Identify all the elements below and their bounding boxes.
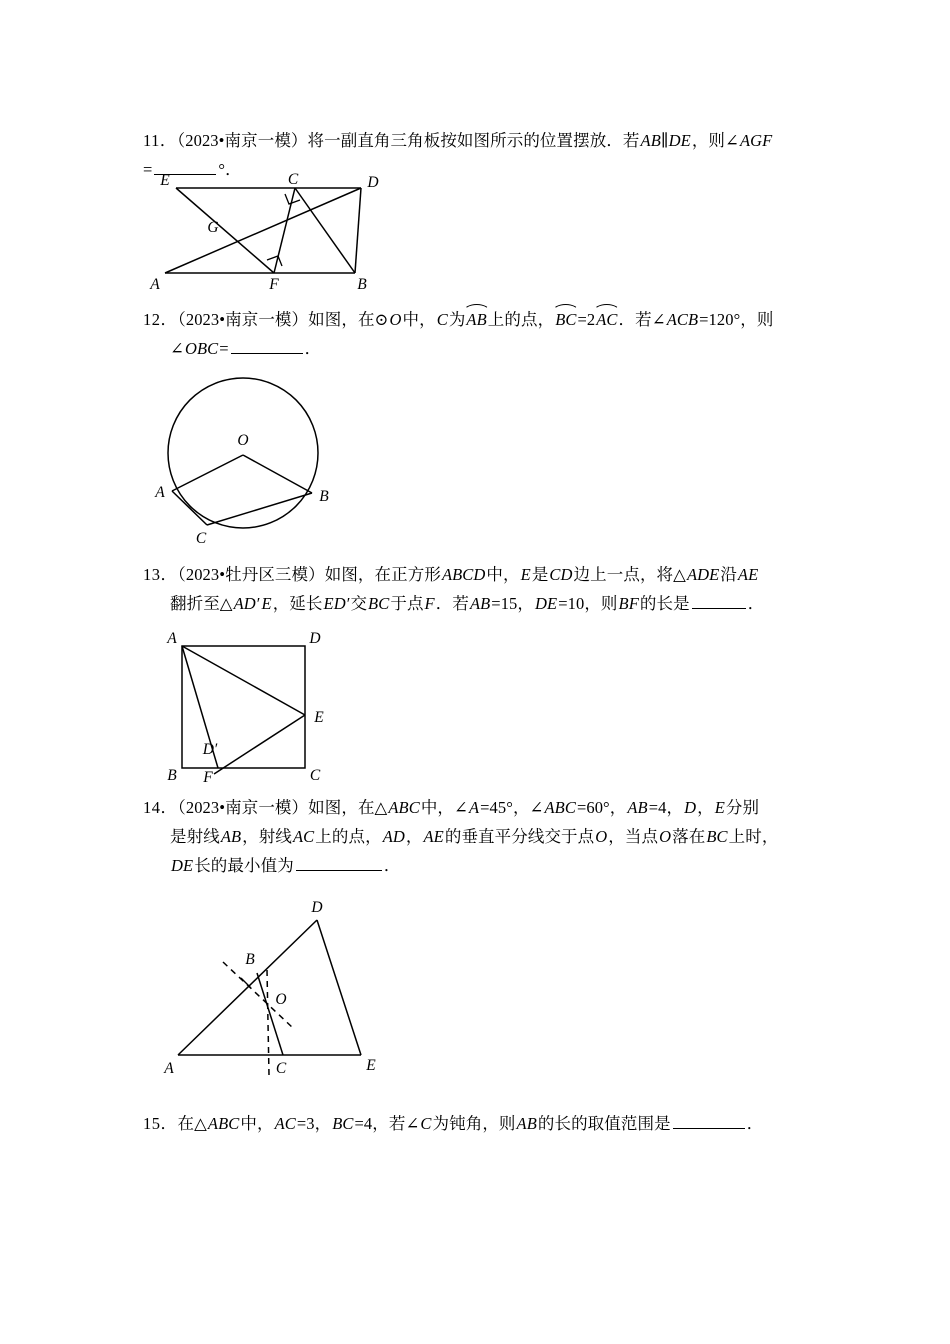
q12-text-c: 为 <box>448 310 466 329</box>
q12-label-O: O <box>237 432 249 449</box>
q12-angle-ACB: ACB <box>666 310 699 329</box>
q11-ab-de: AB∥DE <box>640 131 691 150</box>
q14-tri-ABC: ABC <box>388 798 420 817</box>
q13-point-E: E <box>520 565 531 584</box>
q12-eq: = <box>219 339 229 358</box>
q14-seg-BC: BC <box>706 827 728 846</box>
q13-text-m: 的长是 <box>639 594 690 613</box>
q13-label-E: E <box>314 709 324 726</box>
q13-seg-AE: AE <box>737 565 759 584</box>
q11-line-1 <box>143 126 823 155</box>
q14-label-O: O <box>275 991 287 1008</box>
q12-arc-AC: AC <box>595 312 618 329</box>
question-15 <box>143 1109 823 1138</box>
q15-number: 15． <box>143 1114 178 1133</box>
q11-text-a: 将一副直角三角板按如图所示的位置摆放．若 <box>307 131 640 150</box>
q13-seg-CD: CD <box>549 565 573 584</box>
q12-text-e: =2 <box>577 310 596 329</box>
q12-line-1 <box>143 305 823 334</box>
q12-label-A: A <box>155 484 165 501</box>
q14-point-O2: O <box>659 827 672 846</box>
q12-text-d: 上的点， <box>487 310 555 329</box>
q14-text-h: 是射线 <box>170 827 220 846</box>
q11-label-A: A <box>150 276 160 293</box>
q13-text-g: ，延长 <box>272 594 323 613</box>
q11-eq: = <box>143 160 153 179</box>
q13-line-1 <box>143 560 823 589</box>
q13-seg-BF: BF <box>618 594 639 613</box>
q13-point-F: F <box>424 594 435 613</box>
arc-cap-icon <box>593 304 621 312</box>
q15-text-c: =3， <box>296 1114 332 1133</box>
q13-period: ． <box>747 594 765 613</box>
q13-tri-ADE: ADE <box>686 565 720 584</box>
q14-number: 14． <box>143 798 178 817</box>
q14-source: （2023•南京一模） <box>177 798 309 817</box>
q14-text-b: 中，∠ <box>420 798 468 817</box>
q11-label-F: F <box>269 276 279 293</box>
q12-number: 12． <box>143 310 178 329</box>
q15-seg-AB: AB <box>516 1114 537 1133</box>
q14-text-c: =45°，∠ <box>480 798 544 817</box>
q14-point-E: E <box>714 798 725 817</box>
q14-point-D: D <box>684 798 697 817</box>
q11-source: （2023•南京一模） <box>176 131 308 150</box>
q11-label-B: B <box>357 276 367 293</box>
q13-text-h: 交 <box>350 594 368 613</box>
q13-line-2 <box>143 589 823 618</box>
q11-text-b: ，则∠ <box>691 131 739 150</box>
q13-seg-BC: BC <box>368 594 390 613</box>
q13-text-j: ．若 <box>435 594 469 613</box>
q11-label-G: G <box>207 219 219 236</box>
q13-text-e: 沿 <box>720 565 737 584</box>
q14-text-d: =60°， <box>576 798 627 817</box>
q12-arc-AB: AB <box>465 312 487 329</box>
q14-point-O: O <box>595 827 608 846</box>
q14-line-3 <box>143 851 823 880</box>
q15-angle-C: C <box>420 1114 432 1133</box>
q15-period: ． <box>746 1114 764 1133</box>
q13-seg-DE: DE <box>535 594 558 613</box>
q12-point-C: C <box>436 310 448 329</box>
q11-degree: °． <box>218 160 242 179</box>
q13-label-D: D <box>309 630 321 647</box>
q11-label-D: D <box>367 174 379 191</box>
q12-line-2 <box>143 334 823 363</box>
q12-text-b: 中， <box>402 310 436 329</box>
q11-number: 11． <box>143 131 177 150</box>
q12-period: ． <box>304 339 322 358</box>
q12-circle-O: O <box>389 310 402 329</box>
q14-text-i: ，射线 <box>242 827 292 846</box>
q14-seg-AD: AD <box>382 827 405 846</box>
q15-text-e: 为钝角，则 <box>432 1114 516 1133</box>
q13-tri-ADpE-2: E <box>261 594 272 613</box>
q14-text-m: ，当点 <box>608 827 659 846</box>
q13-label-Dprime: D′ <box>202 741 218 758</box>
question-12 <box>143 305 823 363</box>
q13-label-C: C <box>309 767 321 784</box>
q13-seg-EDp: ED <box>323 594 346 613</box>
q14-text-j: 上的点， <box>315 827 382 846</box>
q13-source: （2023•牡丹区三模） <box>177 565 325 584</box>
q14-text-p: 长的最小值为 <box>194 856 294 875</box>
q13-text-d: 边上一点，将△ <box>573 565 686 584</box>
q12-angle-OBC: OBC <box>184 339 219 358</box>
q14-text-n: 落在 <box>672 827 706 846</box>
q12-text-a: 如图，在⊙ <box>308 310 389 329</box>
q14-label-E: E <box>366 1057 376 1074</box>
q14-line-2 <box>143 822 823 851</box>
q13-tri-ADpE-1: AD <box>233 594 256 613</box>
q14-angle-A: A <box>468 798 480 817</box>
q12-text-g: =120°，则 <box>699 310 774 329</box>
q14-label-C: C <box>275 1060 287 1077</box>
q13-square-ABCD: ABCD <box>441 565 486 584</box>
q13-label-A: A <box>167 630 177 647</box>
q11-agf: AGF <box>739 131 773 150</box>
q15-text-b: 中， <box>240 1114 274 1133</box>
q12-source: （2023•南京一模） <box>177 310 309 329</box>
q11-label-C: C <box>287 171 299 188</box>
question-13 <box>143 560 823 618</box>
q15-text-a: 在△ <box>177 1114 207 1133</box>
q15-seg-AC: AC <box>274 1114 296 1133</box>
q14-ray-AB: AB <box>220 827 242 846</box>
q14-text-e: =4， <box>648 798 684 817</box>
q15-text-d: =4，若∠ <box>354 1114 420 1133</box>
q13-number: 13． <box>143 565 178 584</box>
q14-line-1 <box>143 793 823 822</box>
q12-arc-BC: BC <box>554 312 577 329</box>
q14-label-D: D <box>311 899 323 916</box>
q14-seg-AE: AE <box>423 827 444 846</box>
q14-label-A: A <box>164 1060 174 1077</box>
q12-label-C: C <box>195 530 207 547</box>
q13-seg-AB: AB <box>469 594 491 613</box>
q13-text-a: 如图，在正方形 <box>324 565 441 584</box>
q14-label-B: B <box>245 951 255 968</box>
q14-text-l: 的垂直平分线交于点 <box>444 827 595 846</box>
q13-answer-blank[interactable] <box>692 592 746 609</box>
q13-figure <box>160 630 340 786</box>
q13-label-B: B <box>167 767 177 784</box>
q13-text-i: 于点 <box>390 594 424 613</box>
q13-text-b: 中， <box>486 565 520 584</box>
q12-label-B: B <box>319 488 329 505</box>
q12-angle-sym: ∠ <box>170 339 184 358</box>
q13-prime-1: ′ <box>256 594 261 613</box>
q13-text-f: 翻折至△ <box>170 594 233 613</box>
q14-text-a: 如图，在△ <box>308 798 388 817</box>
q14-text-k: ， <box>405 827 423 846</box>
q11-figure <box>143 171 403 293</box>
q11-label-E: E <box>160 172 170 189</box>
q15-seg-BC: BC <box>332 1114 354 1133</box>
q14-answer-blank[interactable] <box>296 854 382 871</box>
q14-text-o: 上时， <box>728 827 779 846</box>
q14-ray-AC: AC <box>292 827 315 846</box>
question-14 <box>143 793 823 880</box>
q15-line-1 <box>143 1109 823 1138</box>
arc-cap-icon <box>463 304 491 312</box>
q13-text-k: =15， <box>491 594 535 613</box>
q14-text-g: 分别 <box>725 798 760 817</box>
q15-answer-blank[interactable] <box>673 1112 745 1129</box>
q14-angle-ABC: ABC <box>544 798 576 817</box>
q14-seg-AB: AB <box>627 798 648 817</box>
q14-seg-DE: DE <box>171 856 194 875</box>
arc-cap-icon <box>552 304 580 312</box>
q13-text-c: 是 <box>531 565 549 584</box>
q15-tri-ABC: ABC <box>207 1114 240 1133</box>
q12-text-f: ．若∠ <box>618 310 666 329</box>
q12-figure <box>155 373 350 547</box>
q13-label-F: F <box>203 769 213 786</box>
q14-text-f: ， <box>697 798 714 817</box>
q12-answer-blank[interactable] <box>231 337 303 354</box>
q15-text-f: 的长的取值范围是 <box>537 1114 671 1133</box>
q13-prime-2: ′ <box>346 594 351 613</box>
q14-figure <box>165 900 395 1080</box>
q13-text-l: =10，则 <box>558 594 618 613</box>
q14-period: ． <box>383 856 401 875</box>
